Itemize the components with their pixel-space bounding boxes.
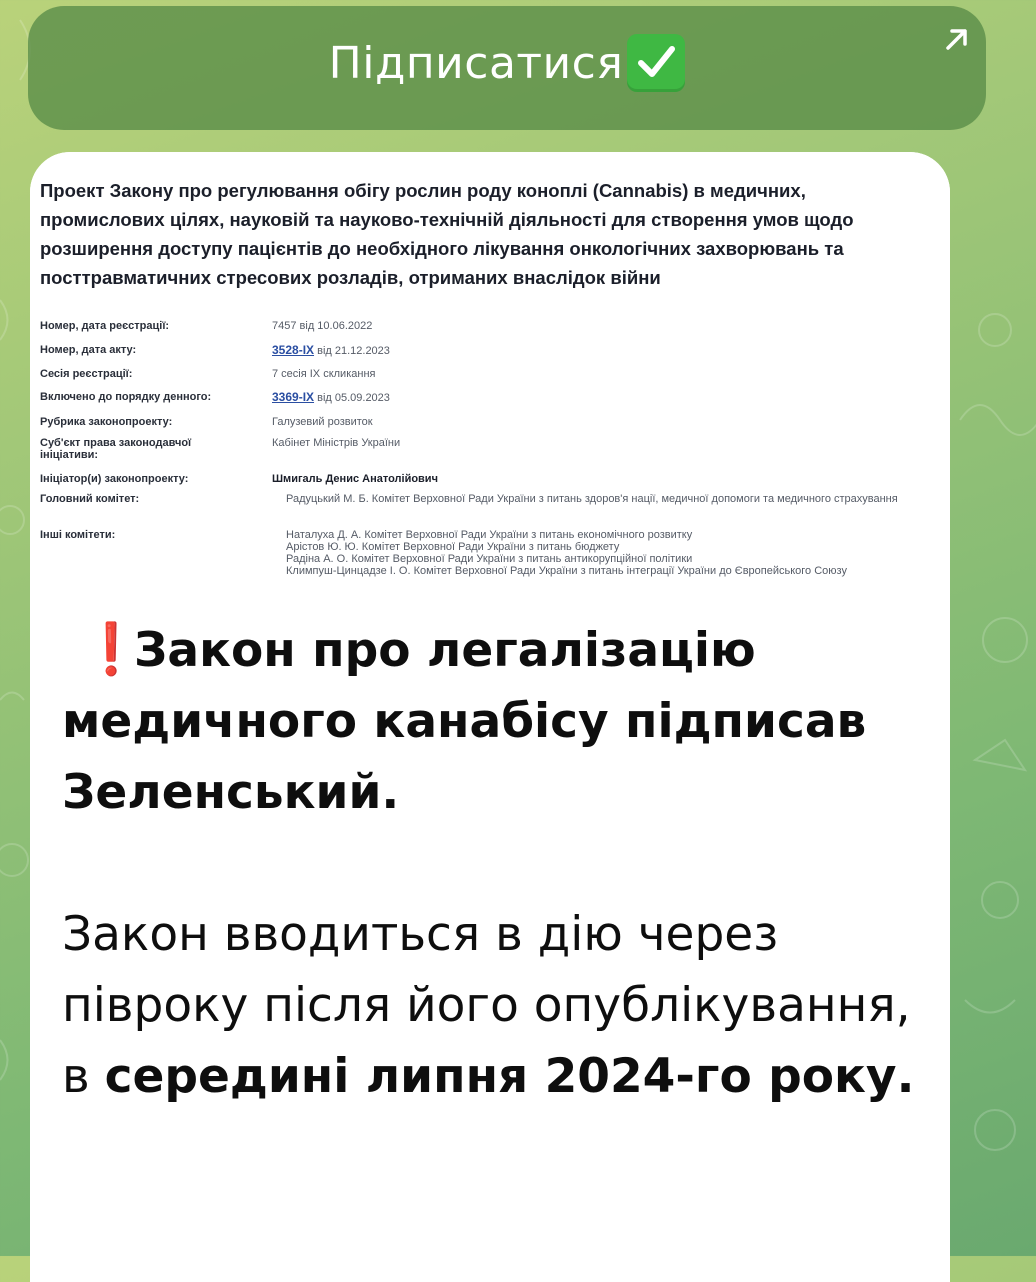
committee-line: Наталуха Д. А. Комітет Верховної Ради України з питань економічного розвитку [286, 529, 693, 541]
body-paragraph [62, 899, 922, 1112]
headline [62, 614, 922, 828]
document-title: Проект Закону про регулювання обігу рослин роду коноплі (Cannabis) в медичних, промислових цілях, науковій та науково-технічній діяльності для створення умов щодо розширення доступу пацієнтів до необхідного лікування онкологічних захворювань та посттравматичних стресових розладів, отриманих внаслідок війни [40, 180, 854, 288]
doc-value: 7 сесія IX скликання [272, 368, 376, 380]
doc-value-date: від 05.09.2023 [317, 392, 390, 404]
doc-label: Суб'єкт права законодавчої ініціативи: [40, 437, 192, 461]
doc-value: Радуцький М. Б. Комітет Верховної Ради України з питань здоров'я нації, медичної допомоги та медичного страхування [286, 493, 898, 505]
red-exclamation-icon: ❗ [80, 620, 143, 678]
arrow-up-right-icon[interactable] [942, 24, 972, 54]
subscribe-button[interactable] [28, 6, 986, 130]
white-check-mark-icon [627, 34, 685, 92]
doc-label: Номер, дата реєстрації: [40, 320, 170, 332]
doc-value [272, 391, 932, 404]
doc-label: Сесія реєстрації: [40, 368, 133, 380]
headline-text: Закон про легалізацію медичного канабісу підписав Зеленський. [62, 623, 867, 820]
doc-value [286, 529, 946, 577]
act-number-link[interactable]: 3528-IX [272, 343, 315, 357]
document-screenshot[interactable] [30, 152, 950, 590]
subscribe-label: Підписатися [328, 37, 624, 89]
agenda-number-link[interactable]: 3369-IX [272, 390, 315, 404]
committee-line: Климпуш-Цинцадзе І. О. Комітет Верховної Ради України з питань інтеграції України до Європейського Союзу [286, 565, 847, 577]
doc-label: Рубрика законопроекту: [40, 416, 173, 428]
doc-label: Головний комітет: [40, 493, 140, 505]
doc-value: Шмигаль Денис Анатолійович [272, 473, 438, 485]
message-text [62, 614, 922, 1112]
body-regular-text: Закон вводиться в дію через півроку після його опублікування, в [62, 907, 911, 1104]
body-bold-text: середині липня 2024-го року. [104, 1049, 915, 1104]
doc-label: Номер, дата акту: [40, 344, 137, 356]
committee-line: Радіна А. О. Комітет Верховної Ради України з питань антикорупційної політики [286, 553, 693, 565]
committee-line: Арістов Ю. Ю. Комітет Верховної Ради України з питань бюджету [286, 541, 620, 553]
doc-label: Інші комітети: [40, 529, 116, 541]
doc-value [272, 344, 932, 357]
doc-label: Включено до порядку денного: [40, 391, 212, 403]
doc-value: 7457 від 10.06.2022 [272, 320, 373, 332]
doc-value: Кабінет Міністрів України [272, 437, 401, 449]
message-card [30, 152, 950, 1282]
doc-label: Ініціатор(и) законопроекту: [40, 473, 189, 485]
doc-value: Галузевий розвиток [272, 416, 373, 428]
doc-value-date: від 21.12.2023 [317, 345, 390, 357]
